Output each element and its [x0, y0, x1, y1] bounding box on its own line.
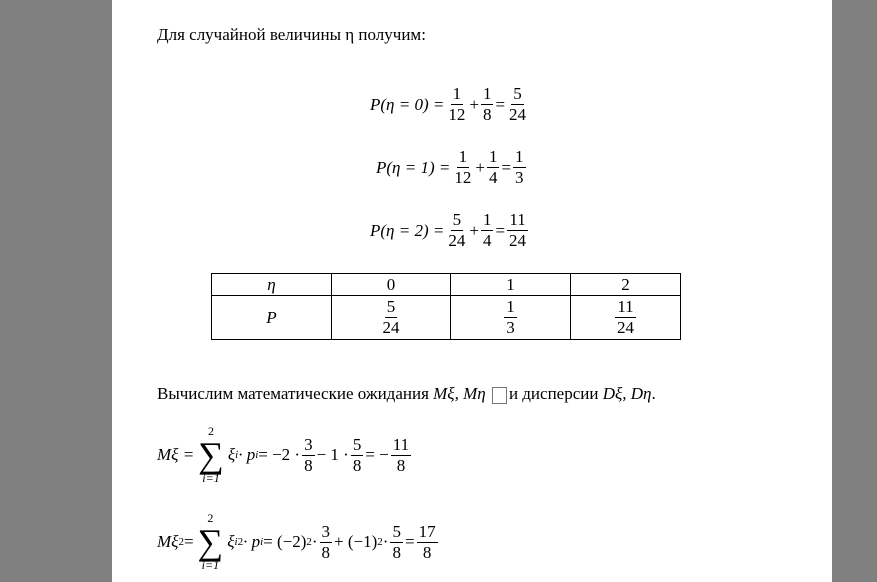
- fraction: $\frac{1}{12}$: [454, 147, 472, 187]
- table-cell: 0: [332, 274, 451, 296]
- compute-text: [157, 384, 656, 404]
- fraction: $\frac{5}{24}$: [448, 210, 466, 250]
- equals: =: [495, 220, 506, 240]
- sum-symbol: 2 ∑ i=1: [197, 511, 224, 572]
- term: ξ: [227, 532, 235, 551]
- fraction: $\frac{3}{8}$: [304, 434, 313, 475]
- fraction: $\frac{11}{24}$: [617, 297, 634, 337]
- row-label-p: P: [212, 296, 332, 340]
- rhs: − 1 ·: [316, 445, 349, 464]
- sum-symbol: 2 ∑ i=1: [198, 424, 224, 485]
- equals: =: [183, 532, 194, 551]
- eq-lhs: P(η = 1) =: [376, 157, 451, 177]
- equals: =: [495, 94, 506, 114]
- fraction: $\frac{1}{4}$: [488, 147, 498, 187]
- fraction: $\frac{5}{24}$: [509, 84, 527, 124]
- fraction: $\frac{5}{8}$: [392, 521, 401, 562]
- fraction: $\frac{1}{3}$: [515, 147, 524, 187]
- mean-equation: Mξ = 2 ∑ i=1 ξ i · p i = −2 · $\frac{3}{8}$ − 1 · $\frac{5}{8}$ = − $\frac{11}{8}$: [157, 424, 410, 485]
- rhs: ·: [382, 532, 389, 551]
- math-terms: Mξ, Mη: [433, 384, 486, 403]
- eq-lhs: Mξ =: [157, 445, 195, 464]
- text-part: Вычислим математические ожидания: [157, 384, 434, 403]
- text-part: .: [651, 384, 656, 403]
- row-label-eta: η: [212, 274, 332, 296]
- prob-eq-2: [370, 210, 530, 251]
- fraction: $\frac{1}{8}$: [482, 84, 492, 124]
- table-cell: 2: [571, 274, 681, 296]
- equals: =: [501, 157, 512, 177]
- fraction: $\frac{5}{24}$: [382, 297, 400, 337]
- fraction: $\frac{5}{8}$: [352, 434, 362, 475]
- table-cell: [571, 296, 681, 340]
- prob-eq-0: [370, 84, 530, 125]
- eq-lhs: P(η = 0) =: [370, 94, 445, 114]
- fraction: $\frac{3}{8}$: [321, 521, 331, 562]
- fraction: $\frac{11}{24}$: [509, 210, 527, 250]
- term: ξ: [227, 445, 236, 464]
- prob-eq-1: [376, 147, 528, 188]
- distribution-table: [211, 273, 681, 340]
- rhs: = −: [365, 445, 389, 464]
- term: · p: [238, 445, 256, 464]
- second-moment-equation: Mξ 2 = 2 ∑ i=1 ξ i 2 · p i = (−2) 2 · $\frac{3}{8}$ + (−1) 2 · $\frac{5}{8}$ = $\frac{17}{8}$: [157, 511, 436, 572]
- rhs: = −2 ·: [258, 445, 301, 464]
- math-terms: Dξ, Dη: [602, 384, 652, 403]
- rhs: ·: [311, 532, 318, 551]
- fraction: $\frac{11}{8}$: [392, 434, 410, 475]
- fraction: $\frac{1}{3}$: [506, 297, 515, 337]
- operator: +: [469, 220, 479, 240]
- rhs: = (−2): [263, 532, 307, 551]
- table-row: [212, 274, 681, 296]
- rhs: + (−1): [334, 532, 378, 551]
- eq-lhs: Mξ: [157, 532, 179, 551]
- table-row: [212, 296, 681, 340]
- operator: +: [469, 94, 479, 114]
- missing-glyph-box: [492, 387, 507, 404]
- fraction: $\frac{1}{12}$: [448, 84, 466, 124]
- document-page: [112, 0, 832, 582]
- eq-lhs: P(η = 2) =: [370, 220, 445, 240]
- fraction: $\frac{17}{8}$: [418, 521, 436, 562]
- table-cell: [451, 296, 571, 340]
- rhs: =: [404, 532, 415, 551]
- text-part: и дисперсии: [508, 384, 603, 403]
- fraction: $\frac{1}{4}$: [482, 210, 492, 250]
- term: · p: [243, 532, 261, 551]
- operator: +: [475, 157, 485, 177]
- table-cell: 1: [451, 274, 571, 296]
- intro-text: Для случайной величины η получим:: [157, 25, 426, 44]
- table-cell: [332, 296, 451, 340]
